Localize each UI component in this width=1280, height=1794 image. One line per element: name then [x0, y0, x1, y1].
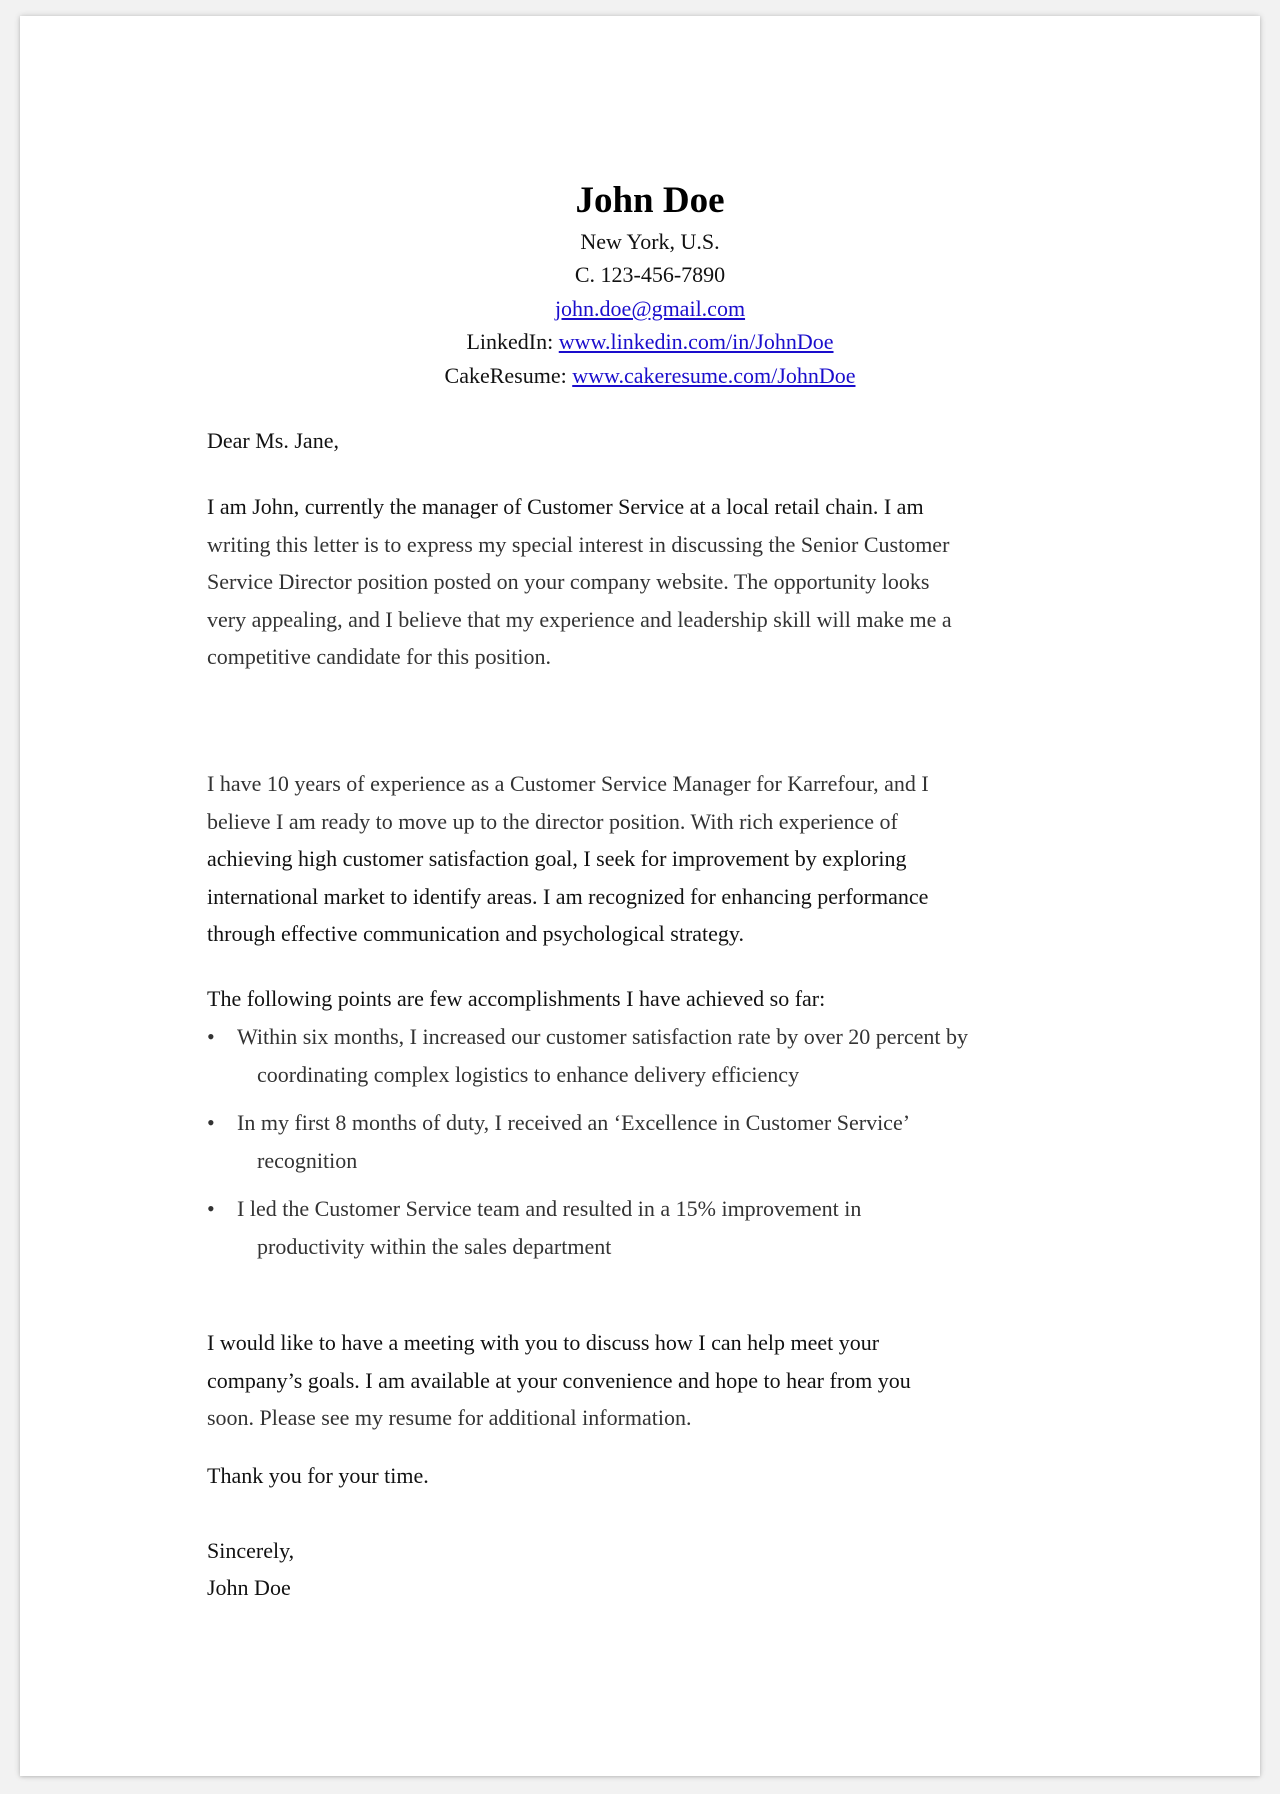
bullet-line: I led the Customer Service team and resulted in a 15% improvement in [237, 1196, 862, 1221]
paragraph-line: through effective communication and psychological strategy. [207, 921, 745, 946]
letter-page [20, 16, 1260, 1776]
email-link[interactable]: john.doe@gmail.com [554, 296, 746, 321]
bullet-line: recognition [257, 1148, 358, 1173]
salutation: Dear Ms. Jane, [207, 428, 339, 453]
paragraph-line: writing this letter is to express my special interest in discussing the Senior Customer [207, 531, 950, 557]
thanks-line: Thank you for your time. [207, 1463, 429, 1488]
closing: Sincerely, [207, 1538, 295, 1563]
paragraph-line: soon. Please see my resume for additional information. [207, 1405, 692, 1430]
paragraph-line: believe I am ready to move up to the director position. With rich experience of [207, 808, 898, 834]
paragraph-2 [207, 765, 1093, 953]
paragraph-line: competitive candidate for this position. [207, 644, 551, 669]
applicant-name: John Doe [575, 180, 725, 221]
phone: C. 123-456-7890 [574, 262, 726, 287]
paragraph-line: I would like to have a meeting with you to discuss how I can help meet your [207, 1330, 880, 1355]
paragraph-line: I have 10 years of experience as a Customer Service Manager for Karrefour, and I [207, 771, 929, 796]
paragraph-line: I am John, currently the manager of Customer Service at a local retail chain. I am [207, 494, 924, 519]
paragraph-3 [207, 1324, 1093, 1437]
signature: John Doe [207, 1575, 291, 1600]
accomplishments-intro: The following points are few accomplishments I have achieved so far: [207, 986, 826, 1011]
paragraph-line: very appealing, and I believe that my experience and leadership skill will make me a [207, 606, 952, 632]
linkedin-link[interactable]: www.linkedin.com/in/JohnDoe [558, 329, 834, 354]
paragraph-line: company’s goals. I am available at your convenience and hope to hear from you [207, 1367, 911, 1393]
cakeresume-row [207, 361, 1093, 391]
cakeresume-label: CakeResume: [444, 363, 573, 388]
bullet-line: productivity within the sales department [257, 1234, 612, 1259]
email-row [207, 294, 1093, 324]
linkedin-row [207, 327, 1093, 357]
paragraph-line: achieving high customer satisfaction goal, I seek for improvement by exploring [207, 846, 907, 871]
bullet-icon: • [207, 1024, 215, 1049]
paragraph-1 [207, 488, 1093, 676]
cakeresume-link[interactable]: www.cakeresume.com/JohnDoe [572, 363, 856, 388]
bullet-line: In my first 8 months of duty, I received an ‘Excellence in Customer Service’ [237, 1110, 911, 1135]
location: New York, U.S. [580, 229, 720, 254]
bullet-line: coordinating complex logistics to enhance delivery efficiency [257, 1062, 800, 1087]
paragraph-line: international market to identify areas. I am recognized for enhancing performance [207, 883, 929, 909]
bullet-icon: • [207, 1110, 215, 1135]
paragraph-line: Service Director position posted on your company website. The opportunity looks [207, 569, 930, 594]
linkedin-label: LinkedIn: [466, 329, 559, 354]
bullet-line: Within six months, I increased our customer satisfaction rate by over 20 percent by [237, 1024, 969, 1049]
bullet-icon: • [207, 1196, 215, 1221]
